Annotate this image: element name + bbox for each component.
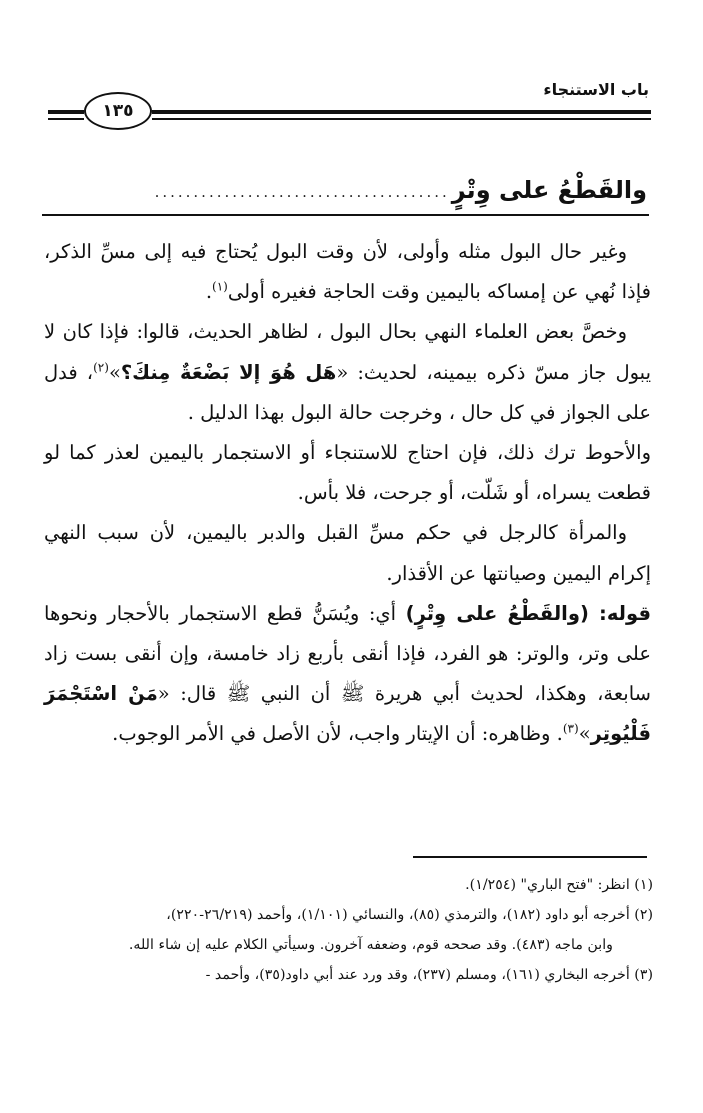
running-title: باب الاستنجاء [543, 80, 649, 99]
page-number: ١٣٥ [84, 92, 152, 130]
footnote-ref[interactable]: (٢) [93, 360, 109, 375]
hadith-quote: مَنْ اسْتَجْمَرَ فَلْيُوتِر [44, 682, 651, 746]
header-rule [152, 100, 651, 130]
heading-dot-leader: ...................................... [154, 183, 450, 201]
hadith-quote: هَل هُوَ إلا بَضْعَةٌ مِنكَ؟ [120, 360, 337, 384]
paragraph: وخصَّ بعض العلماء النهي بحال البول ، لظاهر الحديث، قالوا: فإذا كان لا يبول جاز مسّ ذكره بيمينه، لحديث: «هَل هُوَ إلا بَضْعَةٌ مِنكَ؟»$^{(٢)}$، فدل على الجواز في كل حال ، وخرجت حالة البول بهذا الدليل . [44, 320, 651, 424]
paragraph: قوله: (والقَطْعُ على وِتْرٍ) أي: ويُسَنُّ قطع الاستجمار بالأحجار ونحوها على وتر، والوتر: هو الفرد، فإذا أنقى بأربع زاد خامسة، وإن أنقى بست زاد سابعة، وهكذا، لحديث أبي هريرة ﷺ أن النبي ﷺ قال: «مَنْ اسْتَجْمَرَ فَلْيُوتِر»$^{(٣)}$. وظاهره: أن الإيتار واجب، لأن الأصل في الأمر الوجوب. [44, 601, 651, 746]
footnote-2-continuation: وابن ماجه (٤٨٣). وقد صححه قوم، وضعفه آخرون. وسيأتي الكلام عليه إن شاء الله. [128, 937, 613, 953]
matn-label: قوله: (والقَطْعُ على وِتْرٍ) [405, 601, 651, 625]
footnote-ref[interactable]: (١) [212, 279, 228, 294]
footnote-1: (١) انظر: "فتح الباري" (١/٢٥٤). [465, 877, 653, 893]
section-heading-text: والقَطْعُ على وِتْرٍ [451, 176, 647, 204]
footnote-ref[interactable]: (٣) [562, 721, 579, 736]
footnote-2: (٢) أخرجه أبو داود (١٨٢)، والترمذي (٨٥)، والنسائي (١/١٠١)، وأحمد (٢٦/٢١٩-٢٢٠)، [166, 907, 653, 923]
footnote-rule [413, 856, 647, 858]
footnote-3: (٣) أخرجه البخاري (١٦١)، ومسلم (٢٣٧)، وقد ورد عند أبي داود(٣٥)، وأحمد - [205, 967, 653, 983]
paragraph: والمرأة كالرجل في حكم مسِّ القبل والدبر باليمين، لأن سبب النهي إكرام اليمين وصيانتها عن الأقذار. [44, 521, 651, 585]
body-text [44, 232, 651, 755]
paragraph: والأحوط ترك ذلك، فإن احتاج للاستنجاء أو الاستجمار باليمين لعذر كما لو قطعت يسراه، أو شَلّت، أو جرحت، فلا بأس. [44, 441, 651, 505]
heading-rule [42, 214, 649, 216]
footnotes [44, 870, 653, 990]
header-rule-short [48, 100, 84, 130]
paragraph: وغير حال البول مثله وأولى، لأن وقت البول يُحتاج فيه إلى مسِّ الذكر، فإذا نُهي عن إمساكه باليمين وقت الحاجة فغيره أولى$^{(١)}$. [44, 240, 651, 304]
section-heading [56, 162, 647, 204]
